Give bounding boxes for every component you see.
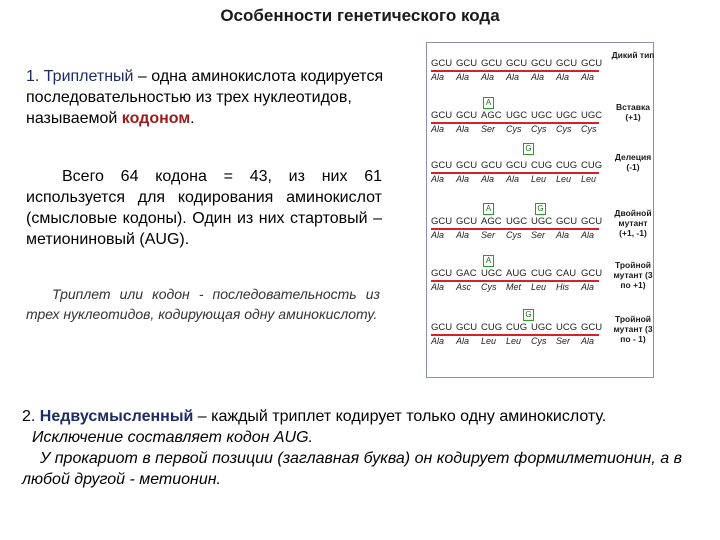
codon-sequence — [431, 160, 606, 172]
amino-acid: Ala — [481, 72, 495, 82]
amino-acid: Ala — [456, 72, 470, 82]
amino-acid: Cys — [506, 230, 522, 240]
amino-acid: Ala — [581, 72, 595, 82]
mutation-row — [431, 255, 651, 295]
codon: GCU — [506, 160, 528, 171]
codon-sequence — [431, 216, 606, 228]
codon: UGC — [531, 322, 553, 333]
frameshift-figure — [426, 42, 654, 378]
insertion-marker: A — [483, 97, 494, 109]
mutation-label: Делеция (-1) — [614, 152, 652, 172]
codon: GCU — [456, 58, 478, 69]
item-number-2: 2. — [22, 408, 40, 425]
codon-sequence — [431, 322, 606, 334]
amino-acid: His — [556, 282, 569, 292]
codon: GCU — [456, 216, 478, 227]
amino-acid-sequence — [431, 230, 606, 240]
exception-text: Исключение составляет кодон AUG. — [32, 429, 313, 446]
amino-acid: Leu — [506, 336, 522, 346]
amino-acid: Leu — [581, 174, 597, 184]
paragraph-codon-count — [26, 166, 382, 250]
amino-acid: Ser — [481, 230, 496, 240]
amino-acid: Cys — [581, 124, 597, 134]
paragraph-unambiguous — [22, 406, 682, 490]
amino-acid: Leu — [481, 336, 497, 346]
insertion-marker: A — [483, 255, 494, 267]
mutation-label: Дикий тип — [611, 50, 655, 60]
mutation-label: Двойной мутант (+1, -1) — [614, 208, 652, 238]
codon: GCU — [581, 322, 603, 333]
prokaryote-text: У прокариот в первой позиции (заглавная буква) он кодирует формилметионин, а в любой другой - метионин. — [22, 450, 682, 488]
codon: UCG — [556, 322, 578, 333]
amino-acid: Ala — [581, 336, 595, 346]
amino-acid: Ala — [431, 282, 445, 292]
codon: CUG — [531, 160, 553, 171]
amino-acid-sequence — [431, 174, 606, 184]
term-unambiguous: Недвусмысленный — [39, 408, 194, 425]
codon: UGC — [556, 110, 578, 121]
deletion-marker: G — [535, 203, 546, 215]
codon: GCU — [431, 58, 453, 69]
amino-acid: Ala — [456, 174, 470, 184]
amino-acid-sequence — [431, 72, 606, 82]
amino-acid: Leu — [531, 282, 547, 292]
amino-acid: Cys — [481, 282, 497, 292]
codon-count-text: Всего 64 кодона = 43, из них 61 используется для кодирования аминокислот (смысловые кодоны). Один из них стартовый – метиониновый (AUG). — [26, 168, 382, 248]
codon: CAU — [556, 268, 577, 279]
codon: UGC — [481, 268, 503, 279]
codon: UGC — [531, 216, 553, 227]
deletion-marker: G — [523, 309, 534, 321]
amino-acid: Ala — [581, 282, 595, 292]
mutation-row — [431, 309, 651, 349]
amino-acid: Ser — [531, 230, 546, 240]
codon-sequence — [431, 58, 606, 70]
codon: GCU — [581, 268, 603, 279]
mutation-label: Вставка (+1) — [616, 102, 650, 122]
amino-acid: Ala — [481, 174, 495, 184]
term-triplet: Триплетный — [43, 68, 134, 85]
amino-acid: Ala — [431, 230, 445, 240]
amino-acid: Ala — [531, 72, 545, 82]
mutation-row — [431, 203, 651, 243]
codon: GCU — [431, 160, 453, 171]
codon: UGC — [506, 110, 528, 121]
amino-acid-sequence — [431, 336, 606, 346]
amino-acid: Leu — [531, 174, 547, 184]
mutation-row — [431, 45, 655, 85]
codon: GCU — [431, 110, 453, 121]
amino-acid: Cys — [556, 124, 572, 134]
paragraph-codon-definition — [26, 284, 380, 324]
codon: CUG — [506, 322, 528, 333]
amino-acid: Met — [506, 282, 522, 292]
codon: AGC — [481, 216, 502, 227]
codon: GCU — [456, 160, 478, 171]
codon: GCU — [581, 216, 603, 227]
mutation-row — [431, 144, 652, 187]
amino-acid: Ala — [431, 124, 445, 134]
unambiguous-definition: – каждый триплет кодирует только одну аминокислоту. — [193, 408, 607, 425]
paragraph-triplet — [26, 66, 406, 129]
codon: CUG — [531, 268, 553, 279]
codon: GCU — [456, 110, 478, 121]
amino-acid-sequence — [431, 282, 606, 292]
mutation-label: Тройной мутант (3 по +1) — [613, 260, 653, 290]
codon: GCU — [581, 58, 603, 69]
item-number: 1. — [26, 68, 44, 85]
amino-acid: Ser — [556, 336, 571, 346]
insertion-marker: A — [483, 203, 494, 215]
amino-acid: Cys — [506, 124, 522, 134]
codon: CUG — [581, 160, 603, 171]
amino-acid: Ala — [431, 336, 445, 346]
codon-definition-text: Триплет или кодон - последовательность из трех нуклеотидов, кодирующая одну аминокислоту. — [26, 286, 380, 322]
codon: GCU — [481, 160, 503, 171]
triplet-definition: – одна аминокислота кодируется последовательностью из трех нуклеотидов, называемой — [26, 68, 384, 127]
amino-acid: Ala — [431, 174, 445, 184]
codon: GCU — [556, 58, 578, 69]
codon: AUG — [506, 268, 527, 279]
codon: GCU — [431, 322, 453, 333]
amino-acid: Ala — [456, 124, 470, 134]
amino-acid: Ser — [481, 124, 496, 134]
amino-acid: Ala — [456, 230, 470, 240]
codon: GCU — [506, 58, 528, 69]
amino-acid: Ala — [456, 336, 470, 346]
codon: GCU — [431, 268, 453, 279]
mutation-row — [431, 97, 651, 137]
amino-acid: Leu — [556, 174, 572, 184]
codon: CUG — [481, 322, 503, 333]
amino-acid: Ala — [431, 72, 445, 82]
codon: UGC — [581, 110, 603, 121]
amino-acid: Ala — [581, 230, 595, 240]
page-title: Особенности генетического кода — [220, 6, 500, 25]
codon: GCU — [456, 322, 478, 333]
codon: GCU — [531, 58, 553, 69]
codon: UGC — [531, 110, 553, 121]
deletion-marker: G — [523, 143, 534, 155]
codon: CUG — [556, 160, 578, 171]
amino-acid: Ala — [506, 72, 520, 82]
period: . — [190, 110, 195, 127]
amino-acid: Asc — [456, 282, 472, 292]
codon-sequence — [431, 110, 606, 122]
codon-sequence — [431, 268, 606, 280]
amino-acid: Ala — [506, 174, 520, 184]
amino-acid: Cys — [531, 336, 547, 346]
amino-acid: Ala — [556, 230, 570, 240]
codon: GCU — [481, 58, 503, 69]
codon: GCU — [556, 216, 578, 227]
codon: GAC — [456, 268, 477, 279]
term-codon: кодоном — [121, 110, 191, 127]
codon: AGC — [481, 110, 502, 121]
mutation-label: Тройной мутант (3 по - 1) — [613, 314, 653, 344]
codon: GCU — [431, 216, 453, 227]
amino-acid: Ala — [556, 72, 570, 82]
amino-acid: Cys — [531, 124, 547, 134]
codon: UGC — [506, 216, 528, 227]
amino-acid-sequence — [431, 124, 606, 134]
